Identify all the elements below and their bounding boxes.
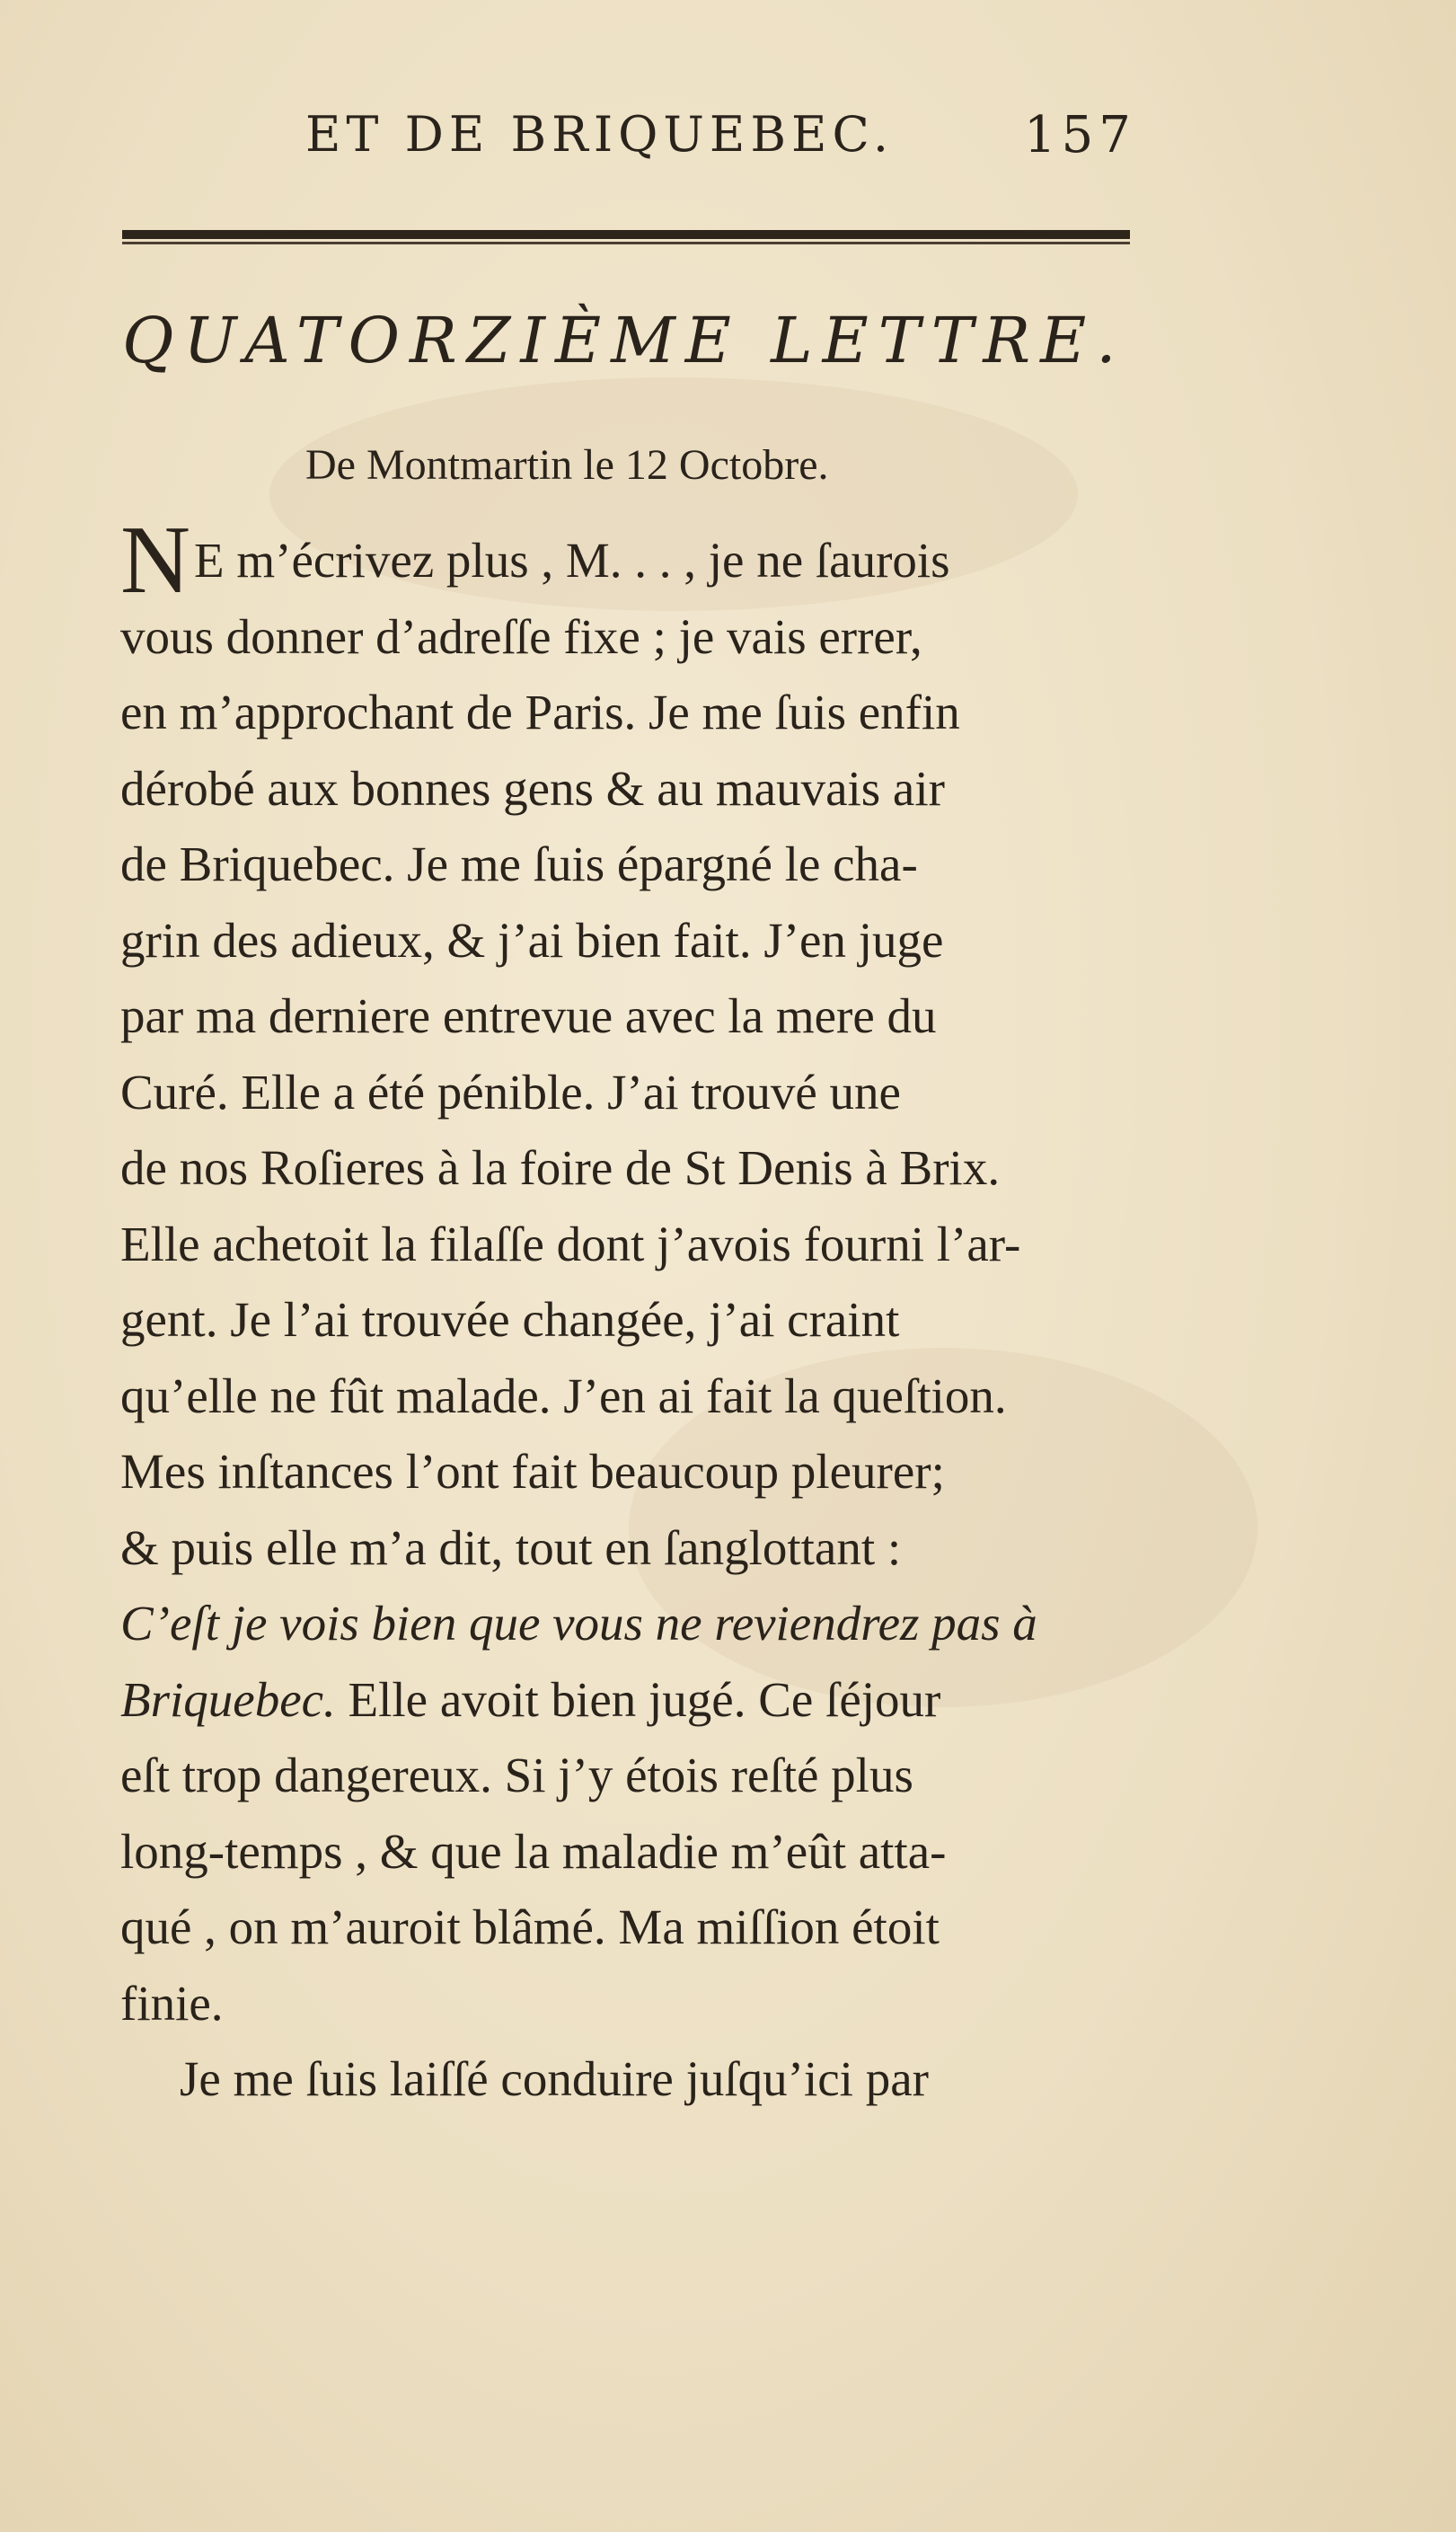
text-line: vous donner d’adreſſe fixe ; je vais errer, [120,608,922,664]
text-line: en m’approchant de Paris. Je me ſuis enfin [120,685,960,739]
rule-thin [122,242,1130,244]
after-quote-text: Elle avoit bien jugé. Ce ſéjour [335,1671,941,1727]
header-rule [122,226,1130,246]
text-line: dérobé aux bonnes gens & au mauvais air [120,760,945,816]
page-number: 157 [1024,106,1136,164]
first-line-text: E m’écrivez plus , M. . . , je ne ſaurois [194,533,950,588]
running-title: ET DE BRIQUEBEC. [305,106,895,163]
text-line: Curé. Elle a été pénible. J’ai trouvé une [120,1064,901,1120]
text-line: gent. Je l’ai trouvée changée, j’ai craint [120,1292,900,1347]
text-line: grin des adieux, & j’ai bien fait. J’en juge [120,912,944,968]
text-line: de nos Roſieres à la foire de St Denis à Brix. [120,1140,1001,1195]
drop-cap: N [120,523,190,599]
rule-thick [122,230,1130,239]
italic-quote-line: C’eſt je vois bien que vous ne reviendrez pas à [120,1596,1037,1651]
text-line [120,1662,1153,1739]
text-line: finie. [120,1975,224,2031]
text-line [120,523,1153,599]
text-line: long-temps , & que la maladie m’eût atta- [120,1823,947,1879]
running-header [305,106,1168,178]
text-line: Je me ſuis laiſſé conduire juſqu’ici par [180,2051,929,2106]
letter-title: QUATORZIÈME LETTRE. [122,304,1126,377]
text-line: Elle achetoit la filaſſe dont j’avois fourni l’ar- [120,1216,1021,1271]
letter-body [120,523,1153,2118]
text-line: qué , on m’auroit blâmé. Ma miſſion étoit [120,1899,940,1954]
italic-quote-end: Briquebec. [120,1671,336,1727]
text-line: Mes inſtances l’ont fait beaucoup pleurer; [120,1444,945,1499]
text-line: qu’elle ne fût malade. J’en ai fait la queſtion. [120,1368,1007,1423]
text-line: & puis elle m’a dit, tout en ſanglottant : [120,1519,902,1575]
dateline: De Montmartin le 12 Octobre. [305,441,829,489]
text-line: par ma derniere entrevue avec la mere du [120,988,937,1043]
text-line: eſt trop dangereux. Si j’y étois reſté plus [120,1748,913,1802]
text-line: de Briquebec. Je me ſuis épargné le cha- [120,837,918,891]
